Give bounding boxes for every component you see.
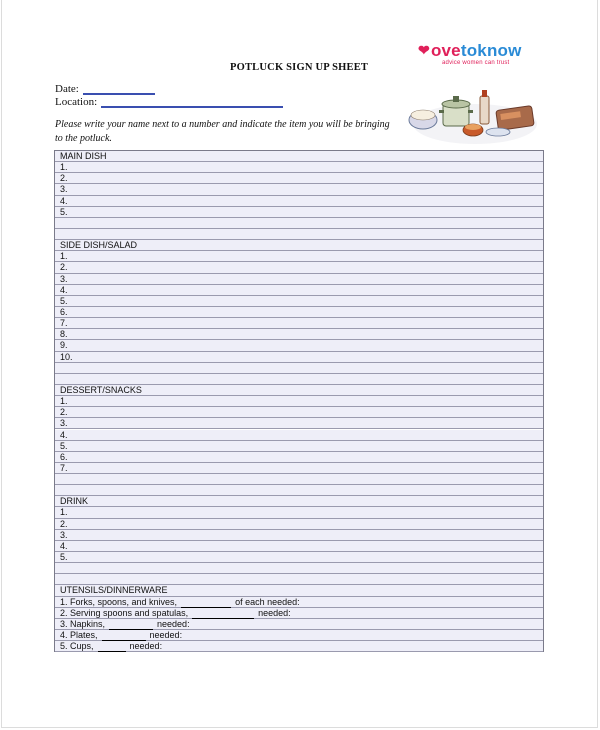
row-number: 2. [60, 518, 68, 529]
row-number: 4. [60, 429, 68, 440]
utensil-line [60, 630, 182, 641]
table-row[interactable] [55, 541, 543, 552]
row-number: 2. [60, 262, 68, 273]
table-row[interactable] [55, 352, 543, 363]
section-heading-label: UTENSILS/DINNERWARE [60, 585, 168, 596]
row-number: 5. [60, 206, 68, 217]
table-row[interactable] [55, 329, 543, 340]
table-row[interactable] [55, 452, 543, 463]
row-number: 7. [60, 462, 68, 473]
row-number: 5. [60, 552, 68, 563]
table-row[interactable] [55, 196, 543, 207]
table-row[interactable] [55, 608, 543, 619]
date-line[interactable] [83, 83, 155, 95]
table-row[interactable] [55, 597, 543, 608]
row-number: 1. [60, 396, 68, 407]
utensil-item-label: 4. Plates, [60, 630, 98, 641]
table-row[interactable] [55, 318, 543, 329]
table-row[interactable] [55, 162, 543, 173]
blank-row [55, 229, 543, 240]
table-row[interactable] [55, 173, 543, 184]
table-row[interactable] [55, 407, 543, 418]
section-heading-label: DESSERT/SNACKS [60, 384, 142, 395]
utensil-needed-label: of each needed: [235, 596, 300, 607]
blank-row [55, 374, 543, 385]
table-row[interactable] [55, 262, 543, 273]
row-number: 3. [60, 273, 68, 284]
signup-table [54, 150, 544, 652]
row-number: 5. [60, 295, 68, 306]
table-row[interactable] [55, 307, 543, 318]
location-label: Location: [55, 96, 98, 108]
table-row[interactable] [55, 507, 543, 518]
utensil-needed-label: needed: [258, 607, 291, 618]
utensil-item-label: 5. Cups, [60, 641, 94, 652]
lovetoknow-logo: ❤ ove to know advice women can trust [418, 42, 538, 66]
row-number: 1. [60, 162, 68, 173]
row-number: 4. [60, 540, 68, 551]
blank-row [55, 563, 543, 574]
table-row[interactable] [55, 418, 543, 429]
row-number: 6. [60, 306, 68, 317]
section-heading [55, 151, 543, 162]
page-title: POTLUCK SIGN UP SHEET [230, 62, 369, 73]
table-row[interactable] [55, 251, 543, 262]
table-row[interactable] [55, 207, 543, 218]
table-row[interactable] [55, 340, 543, 351]
date-label: Date: [55, 83, 79, 95]
instructions: Please write your name next to a number and indicate the item you will be bringing to the potluck. [55, 119, 390, 144]
location-field[interactable] [55, 96, 283, 108]
heart-icon: ❤ [418, 42, 430, 58]
section-heading-label: DRINK [60, 496, 89, 507]
date-field[interactable] [55, 83, 155, 95]
blank-row [55, 363, 543, 374]
row-number: 10. [60, 351, 73, 362]
row-number: 1. [60, 251, 68, 262]
table-row[interactable] [55, 641, 543, 652]
section-heading [55, 496, 543, 507]
quantity-blank[interactable] [109, 621, 153, 630]
quantity-blank[interactable] [98, 643, 126, 652]
table-row[interactable] [55, 619, 543, 630]
section-heading-label: SIDE DISH/SALAD [60, 240, 138, 251]
utensil-line [60, 641, 162, 652]
section-heading [55, 585, 543, 596]
utensil-needed-label: needed: [149, 630, 183, 641]
table-row[interactable] [55, 296, 543, 307]
utensil-line [60, 619, 190, 630]
utensil-item-label: 2. Serving spoons and spatulas, [60, 607, 189, 618]
table-row[interactable] [55, 441, 543, 452]
utensil-line [60, 597, 300, 608]
table-row[interactable] [55, 552, 543, 563]
section-heading-label: MAIN DISH [60, 151, 107, 161]
row-number: 4. [60, 195, 68, 206]
utensil-line [60, 608, 291, 619]
row-number: 3. [60, 529, 68, 540]
section-heading [55, 240, 543, 251]
row-number: 2. [60, 407, 68, 418]
row-number: 6. [60, 451, 68, 462]
logo-tagline: advice women can trust [442, 60, 510, 66]
row-number: 3. [60, 418, 68, 429]
utensil-needed-label: needed: [157, 618, 190, 629]
table-row[interactable] [55, 463, 543, 474]
utensil-needed-label: needed: [129, 641, 163, 652]
blank-row [55, 218, 543, 229]
row-number: 5. [60, 440, 68, 451]
table-row[interactable] [55, 274, 543, 285]
row-number: 8. [60, 329, 68, 340]
blank-row [55, 474, 543, 485]
table-row[interactable] [55, 430, 543, 441]
table-row[interactable] [55, 630, 543, 641]
row-number: 4. [60, 284, 68, 295]
row-number: 1. [60, 507, 68, 518]
blank-row [55, 485, 543, 496]
quantity-blank[interactable] [192, 610, 254, 619]
row-number: 9. [60, 340, 68, 351]
location-line[interactable] [101, 96, 283, 108]
table-row[interactable] [55, 396, 543, 407]
table-row[interactable] [55, 519, 543, 530]
quantity-blank[interactable] [102, 632, 146, 641]
table-row[interactable] [55, 530, 543, 541]
table-row[interactable] [55, 184, 543, 195]
row-number: 3. [60, 184, 68, 195]
utensil-item-label: 1. Forks, spoons, and knives, [60, 596, 178, 607]
cooking-illustration [405, 86, 540, 146]
row-number: 7. [60, 318, 68, 329]
quantity-blank[interactable] [181, 599, 231, 608]
utensil-item-label: 3. Napkins, [60, 618, 106, 629]
row-number: 2. [60, 173, 68, 184]
table-row[interactable] [55, 285, 543, 296]
section-heading [55, 385, 543, 396]
blank-row [55, 574, 543, 585]
